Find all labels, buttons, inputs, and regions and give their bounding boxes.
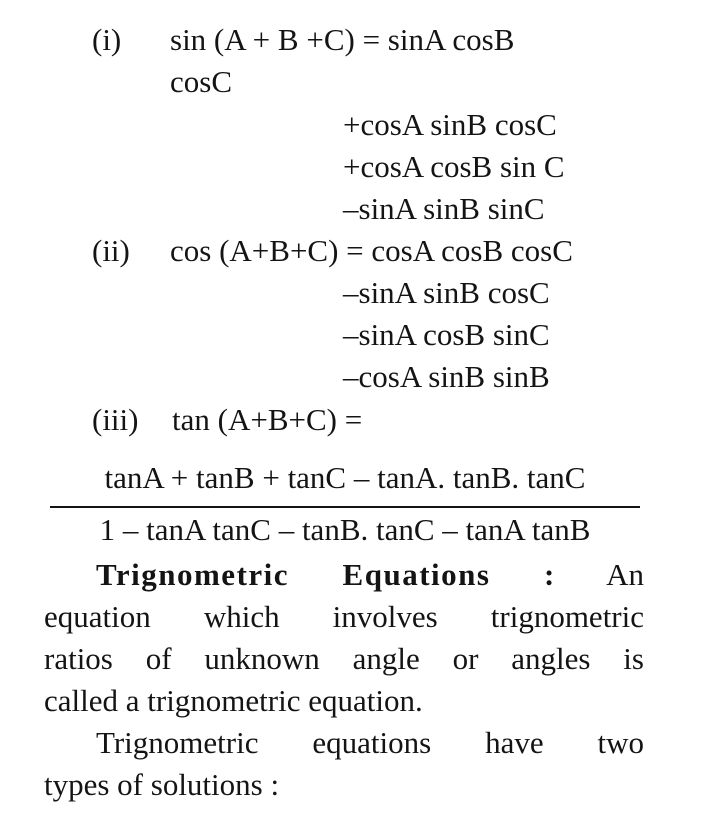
solutions-text-1: Trignometric equations have two: [96, 725, 644, 760]
definition-heading: Trignometric Equations :: [96, 557, 556, 592]
identity-ii-term-3: –cosA sinB sinB: [343, 359, 550, 394]
identity-ii-lhs: cos (A+B+C) = cosA cosB cosC: [170, 233, 573, 268]
definition-line-1: [44, 554, 644, 596]
identity-i-label: (i): [92, 22, 122, 57]
identity-ii-label: (ii): [92, 233, 130, 268]
identity-iii-lhs: tan (A+B+C) =: [172, 402, 363, 437]
fraction-denominator: 1 – tanA tanC – tanB. tanC – tanA tanB: [99, 512, 591, 547]
identity-i-lhs: sin (A + B +C) = sinA cosB: [170, 22, 515, 57]
solutions-line-2: types of solutions :: [44, 767, 280, 802]
definition-paragraph: [44, 554, 644, 722]
fraction-numerator: tanA + tanB + tanC – tanA. tanB. tanC: [104, 460, 586, 495]
identity-ii-term-2: –sinA cosB sinC: [343, 317, 550, 352]
identity-iii-label: (iii): [92, 402, 139, 437]
definition-text-1: An: [606, 557, 644, 592]
definition-line-3: ratios of unknown angle or angles is: [44, 641, 644, 676]
tan-sum-fraction: [50, 458, 640, 554]
identity-ii-term-1: –sinA sinB cosC: [343, 275, 550, 310]
identity-i-term-1: +cosA sinB cosC: [343, 107, 557, 142]
definition-line-2: equation which involves trignometric: [44, 599, 644, 634]
definition-line-4: called a trignometric equation.: [44, 683, 423, 718]
fraction-bar: [50, 506, 640, 508]
identity-i-term-2: +cosA cosB sin C: [343, 149, 565, 184]
identity-i-term-3: –sinA sinB sinC: [343, 191, 545, 226]
solutions-intro-paragraph: [44, 722, 644, 806]
solutions-line-1: [44, 722, 644, 764]
identity-i-wrap: cosC: [170, 64, 232, 99]
